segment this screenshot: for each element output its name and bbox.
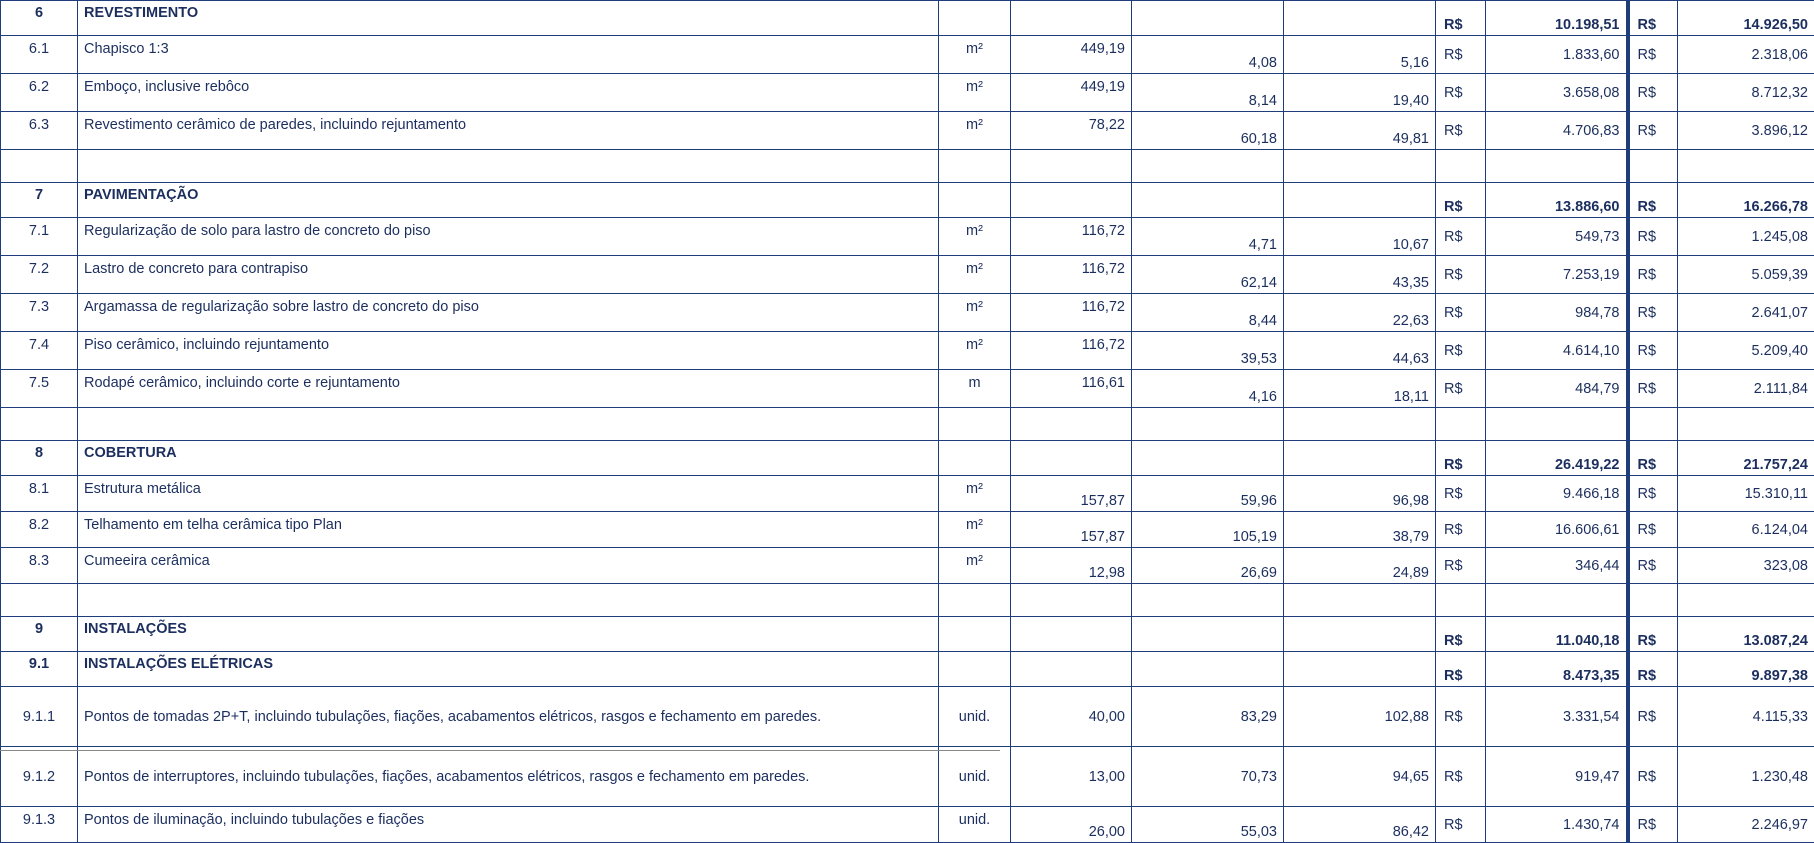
quantity-cell: 116,72 <box>1011 294 1132 332</box>
currency-cell-1: R$ <box>1436 747 1486 807</box>
table-row <box>1 370 1814 408</box>
currency-cell-2: R$ <box>1628 652 1678 687</box>
item-description-cell: Pontos de tomadas 2P+T, incluindo tubulações, fiações, acabamentos elétricos, rasgos e fechamento em paredes. <box>78 687 939 747</box>
quantity-cell: 116,72 <box>1011 218 1132 256</box>
unit-cell <box>939 408 1011 441</box>
total-a-cell <box>1486 408 1628 441</box>
currency-cell-2: R$ <box>1628 74 1678 112</box>
quantity-cell: 12,98 <box>1011 548 1132 584</box>
unit-price-a-cell: 8,14 <box>1132 74 1284 112</box>
total-a-cell: 16.606,61 <box>1486 512 1628 548</box>
unit-price-a-cell: 55,03 <box>1132 807 1284 843</box>
quantity-cell: 116,72 <box>1011 256 1132 294</box>
total-b-cell: 2.111,84 <box>1678 370 1814 408</box>
total-b-cell: 21.757,24 <box>1678 441 1814 476</box>
item-description-cell: Pontos de iluminação, incluindo tubulações e fiações <box>78 807 939 843</box>
item-number-cell: 6 <box>1 1 78 36</box>
unit-price-a-cell <box>1132 617 1284 652</box>
item-number-cell: 7.2 <box>1 256 78 294</box>
quantity-cell: 40,00 <box>1011 687 1132 747</box>
unit-cell: m² <box>939 36 1011 74</box>
total-b-cell: 15.310,11 <box>1678 476 1814 512</box>
total-a-cell: 1.833,60 <box>1486 36 1628 74</box>
table-row <box>1 807 1814 843</box>
total-a-cell: 919,47 <box>1486 747 1628 807</box>
total-a-cell: 984,78 <box>1486 294 1628 332</box>
item-description-cell: Regularização de solo para lastro de concreto do piso <box>78 218 939 256</box>
item-number-cell: 7 <box>1 183 78 218</box>
currency-cell-2: R$ <box>1628 747 1678 807</box>
unit-price-a-cell: 60,18 <box>1132 112 1284 150</box>
unit-cell: unid. <box>939 687 1011 747</box>
table-row <box>1 74 1814 112</box>
item-description-cell: Lastro de concreto para contrapiso <box>78 256 939 294</box>
item-number-cell: 7.1 <box>1 218 78 256</box>
unit-price-b-cell: 24,89 <box>1284 548 1436 584</box>
quantity-cell: 116,72 <box>1011 332 1132 370</box>
unit-price-b-cell <box>1284 617 1436 652</box>
quantity-cell <box>1011 1 1132 36</box>
unit-price-b-cell: 44,63 <box>1284 332 1436 370</box>
currency-cell-2: R$ <box>1628 807 1678 843</box>
table-row <box>1 747 1814 807</box>
unit-price-b-cell <box>1284 584 1436 617</box>
item-description-cell: INSTALAÇÕES <box>78 617 939 652</box>
total-a-cell <box>1486 584 1628 617</box>
unit-price-b-cell: 38,79 <box>1284 512 1436 548</box>
unit-price-b-cell: 102,88 <box>1284 687 1436 747</box>
quantity-cell <box>1011 584 1132 617</box>
currency-cell-2: R$ <box>1628 441 1678 476</box>
item-description-cell <box>78 584 939 617</box>
currency-cell-2: R$ <box>1628 112 1678 150</box>
currency-cell-2: R$ <box>1628 370 1678 408</box>
currency-cell-1: R$ <box>1436 256 1486 294</box>
table-row <box>1 332 1814 370</box>
currency-cell-1 <box>1436 150 1486 183</box>
item-number-cell: 9.1.2 <box>1 747 78 807</box>
item-description-cell: Emboço, inclusive rebôco <box>78 74 939 112</box>
item-description-cell: Piso cerâmico, incluindo rejuntamento <box>78 332 939 370</box>
unit-price-a-cell: 105,19 <box>1132 512 1284 548</box>
unit-price-b-cell <box>1284 150 1436 183</box>
section-header-row <box>1 617 1814 652</box>
table-row <box>1 294 1814 332</box>
currency-cell-1: R$ <box>1436 687 1486 747</box>
unit-price-b-cell <box>1284 1 1436 36</box>
item-description-cell: Estrutura metálica <box>78 476 939 512</box>
total-a-cell: 10.198,51 <box>1486 1 1628 36</box>
unit-price-a-cell: 26,69 <box>1132 548 1284 584</box>
total-a-cell: 9.466,18 <box>1486 476 1628 512</box>
currency-cell-1: R$ <box>1436 617 1486 652</box>
item-number-cell: 9.1.3 <box>1 807 78 843</box>
currency-cell-2: R$ <box>1628 294 1678 332</box>
total-b-cell: 2.246,97 <box>1678 807 1814 843</box>
item-description-cell: REVESTIMENTO <box>78 1 939 36</box>
unit-cell: m² <box>939 74 1011 112</box>
quantity-cell: 26,00 <box>1011 807 1132 843</box>
quantity-cell <box>1011 652 1132 687</box>
quantity-cell: 116,61 <box>1011 370 1132 408</box>
total-b-cell: 6.124,04 <box>1678 512 1814 548</box>
currency-cell-1: R$ <box>1436 218 1486 256</box>
unit-price-a-cell: 70,73 <box>1132 747 1284 807</box>
item-description-cell: PAVIMENTAÇÃO <box>78 183 939 218</box>
unit-cell: m² <box>939 332 1011 370</box>
currency-cell-2: R$ <box>1628 1 1678 36</box>
total-a-cell: 3.658,08 <box>1486 74 1628 112</box>
currency-cell-2: R$ <box>1628 256 1678 294</box>
unit-price-a-cell <box>1132 584 1284 617</box>
item-number-cell: 8.1 <box>1 476 78 512</box>
item-number-cell: 9.1 <box>1 652 78 687</box>
unit-price-a-cell <box>1132 1 1284 36</box>
unit-cell <box>939 441 1011 476</box>
item-description-cell: Pontos de interruptores, incluindo tubulações, fiações, acabamentos elétricos, rasgos e fechamento em paredes. <box>78 747 939 807</box>
unit-cell <box>939 617 1011 652</box>
unit-cell: unid. <box>939 807 1011 843</box>
currency-cell-2: R$ <box>1628 512 1678 548</box>
unit-price-b-cell: 22,63 <box>1284 294 1436 332</box>
unit-price-a-cell: 4,16 <box>1132 370 1284 408</box>
total-b-cell: 5.059,39 <box>1678 256 1814 294</box>
total-a-cell: 26.419,22 <box>1486 441 1628 476</box>
table-row <box>1 512 1814 548</box>
item-description-cell: Rodapé cerâmico, incluindo corte e rejuntamento <box>78 370 939 408</box>
bottom-divider <box>0 750 1000 751</box>
unit-cell: m <box>939 370 1011 408</box>
quantity-cell: 157,87 <box>1011 476 1132 512</box>
currency-cell-1: R$ <box>1436 294 1486 332</box>
item-description-cell: Argamassa de regularização sobre lastro de concreto do piso <box>78 294 939 332</box>
unit-price-b-cell: 96,98 <box>1284 476 1436 512</box>
item-number-cell: 6.2 <box>1 74 78 112</box>
currency-cell-2: R$ <box>1628 548 1678 584</box>
total-b-cell: 16.266,78 <box>1678 183 1814 218</box>
total-b-cell: 3.896,12 <box>1678 112 1814 150</box>
total-b-cell: 5.209,40 <box>1678 332 1814 370</box>
total-a-cell <box>1486 150 1628 183</box>
currency-cell-2: R$ <box>1628 36 1678 74</box>
currency-cell-2: R$ <box>1628 218 1678 256</box>
total-b-cell: 2.318,06 <box>1678 36 1814 74</box>
total-a-cell: 346,44 <box>1486 548 1628 584</box>
item-number-cell <box>1 584 78 617</box>
quantity-cell: 449,19 <box>1011 74 1132 112</box>
unit-cell <box>939 1 1011 36</box>
currency-cell-2: R$ <box>1628 687 1678 747</box>
item-number-cell: 9 <box>1 617 78 652</box>
total-a-cell: 549,73 <box>1486 218 1628 256</box>
item-number-cell: 9.1.1 <box>1 687 78 747</box>
item-number-cell: 6.3 <box>1 112 78 150</box>
total-a-cell: 4.706,83 <box>1486 112 1628 150</box>
total-b-cell <box>1678 408 1814 441</box>
unit-cell <box>939 652 1011 687</box>
currency-cell-1: R$ <box>1436 512 1486 548</box>
currency-cell-1: R$ <box>1436 74 1486 112</box>
item-description-cell: Revestimento cerâmico de paredes, incluindo rejuntamento <box>78 112 939 150</box>
total-a-cell: 8.473,35 <box>1486 652 1628 687</box>
currency-cell-1: R$ <box>1436 36 1486 74</box>
total-b-cell <box>1678 150 1814 183</box>
unit-cell <box>939 150 1011 183</box>
unit-cell: m² <box>939 294 1011 332</box>
section-header-row <box>1 183 1814 218</box>
quantity-cell: 13,00 <box>1011 747 1132 807</box>
unit-cell: m² <box>939 112 1011 150</box>
currency-cell-1: R$ <box>1436 370 1486 408</box>
currency-cell-2: R$ <box>1628 617 1678 652</box>
currency-cell-1: R$ <box>1436 332 1486 370</box>
item-description-cell: Cumeeira cerâmica <box>78 548 939 584</box>
unit-cell: unid. <box>939 747 1011 807</box>
table-row <box>1 36 1814 74</box>
unit-price-a-cell: 62,14 <box>1132 256 1284 294</box>
unit-cell: m² <box>939 512 1011 548</box>
total-b-cell: 4.115,33 <box>1678 687 1814 747</box>
item-number-cell <box>1 150 78 183</box>
unit-price-a-cell: 8,44 <box>1132 294 1284 332</box>
total-b-cell: 8.712,32 <box>1678 74 1814 112</box>
item-description-cell: COBERTURA <box>78 441 939 476</box>
unit-price-a-cell: 4,08 <box>1132 36 1284 74</box>
item-description-cell: Chapisco 1:3 <box>78 36 939 74</box>
section-header-row <box>1 1 1814 36</box>
currency-cell-2 <box>1628 150 1678 183</box>
item-number-cell <box>1 408 78 441</box>
currency-cell-2: R$ <box>1628 332 1678 370</box>
total-a-cell: 11.040,18 <box>1486 617 1628 652</box>
total-b-cell: 1.230,48 <box>1678 747 1814 807</box>
quantity-cell: 78,22 <box>1011 112 1132 150</box>
table-row <box>1 112 1814 150</box>
total-a-cell: 1.430,74 <box>1486 807 1628 843</box>
total-b-cell: 323,08 <box>1678 548 1814 584</box>
currency-cell-1 <box>1436 584 1486 617</box>
currency-cell-1: R$ <box>1436 441 1486 476</box>
spacer-row <box>1 584 1814 617</box>
total-b-cell: 2.641,07 <box>1678 294 1814 332</box>
unit-price-a-cell <box>1132 441 1284 476</box>
currency-cell-1: R$ <box>1436 548 1486 584</box>
total-b-cell: 9.897,38 <box>1678 652 1814 687</box>
total-b-cell: 13.087,24 <box>1678 617 1814 652</box>
currency-cell-1: R$ <box>1436 1 1486 36</box>
unit-price-a-cell: 39,53 <box>1132 332 1284 370</box>
unit-price-b-cell: 5,16 <box>1284 36 1436 74</box>
unit-price-a-cell: 59,96 <box>1132 476 1284 512</box>
unit-price-a-cell <box>1132 652 1284 687</box>
total-a-cell: 13.886,60 <box>1486 183 1628 218</box>
section-header-row <box>1 441 1814 476</box>
unit-price-a-cell <box>1132 150 1284 183</box>
budget-table-body <box>1 1 1814 843</box>
item-number-cell: 7.3 <box>1 294 78 332</box>
item-number-cell: 7.4 <box>1 332 78 370</box>
unit-price-a-cell <box>1132 183 1284 218</box>
quantity-cell <box>1011 441 1132 476</box>
spacer-row <box>1 408 1814 441</box>
unit-price-b-cell <box>1284 408 1436 441</box>
unit-cell: m² <box>939 218 1011 256</box>
unit-price-b-cell <box>1284 183 1436 218</box>
unit-cell: m² <box>939 476 1011 512</box>
unit-price-b-cell: 19,40 <box>1284 74 1436 112</box>
item-number-cell: 8 <box>1 441 78 476</box>
unit-price-b-cell <box>1284 652 1436 687</box>
quantity-cell: 157,87 <box>1011 512 1132 548</box>
item-number-cell: 6.1 <box>1 36 78 74</box>
total-b-cell <box>1678 584 1814 617</box>
item-number-cell: 8.3 <box>1 548 78 584</box>
spacer-row <box>1 150 1814 183</box>
total-a-cell: 484,79 <box>1486 370 1628 408</box>
total-a-cell: 7.253,19 <box>1486 256 1628 294</box>
currency-cell-2: R$ <box>1628 476 1678 512</box>
quantity-cell <box>1011 150 1132 183</box>
currency-cell-1: R$ <box>1436 476 1486 512</box>
unit-price-b-cell: 86,42 <box>1284 807 1436 843</box>
section-header-row <box>1 652 1814 687</box>
total-b-cell: 14.926,50 <box>1678 1 1814 36</box>
quantity-cell <box>1011 183 1132 218</box>
unit-price-b-cell: 18,11 <box>1284 370 1436 408</box>
unit-price-a-cell: 4,71 <box>1132 218 1284 256</box>
currency-cell-1: R$ <box>1436 652 1486 687</box>
unit-price-a-cell: 83,29 <box>1132 687 1284 747</box>
currency-cell-2 <box>1628 584 1678 617</box>
currency-cell-2: R$ <box>1628 183 1678 218</box>
item-number-cell: 8.2 <box>1 512 78 548</box>
quantity-cell: 449,19 <box>1011 36 1132 74</box>
quantity-cell <box>1011 617 1132 652</box>
currency-cell-1: R$ <box>1436 183 1486 218</box>
unit-cell <box>939 584 1011 617</box>
total-b-cell: 1.245,08 <box>1678 218 1814 256</box>
currency-cell-1: R$ <box>1436 807 1486 843</box>
item-description-cell: INSTALAÇÕES ELÉTRICAS <box>78 652 939 687</box>
total-a-cell: 4.614,10 <box>1486 332 1628 370</box>
unit-cell <box>939 183 1011 218</box>
currency-cell-1: R$ <box>1436 112 1486 150</box>
item-description-cell: Telhamento em telha cerâmica tipo Plan <box>78 512 939 548</box>
currency-cell-1 <box>1436 408 1486 441</box>
unit-price-b-cell: 94,65 <box>1284 747 1436 807</box>
unit-price-b-cell <box>1284 441 1436 476</box>
item-number-cell: 7.5 <box>1 370 78 408</box>
table-row <box>1 218 1814 256</box>
table-row <box>1 548 1814 584</box>
unit-price-a-cell <box>1132 408 1284 441</box>
unit-cell: m² <box>939 548 1011 584</box>
item-description-cell <box>78 150 939 183</box>
currency-cell-2 <box>1628 408 1678 441</box>
table-row <box>1 687 1814 747</box>
unit-price-b-cell: 43,35 <box>1284 256 1436 294</box>
table-row <box>1 256 1814 294</box>
unit-cell: m² <box>939 256 1011 294</box>
total-a-cell: 3.331,54 <box>1486 687 1628 747</box>
item-description-cell <box>78 408 939 441</box>
unit-price-b-cell: 49,81 <box>1284 112 1436 150</box>
table-row <box>1 476 1814 512</box>
unit-price-b-cell: 10,67 <box>1284 218 1436 256</box>
quantity-cell <box>1011 408 1132 441</box>
